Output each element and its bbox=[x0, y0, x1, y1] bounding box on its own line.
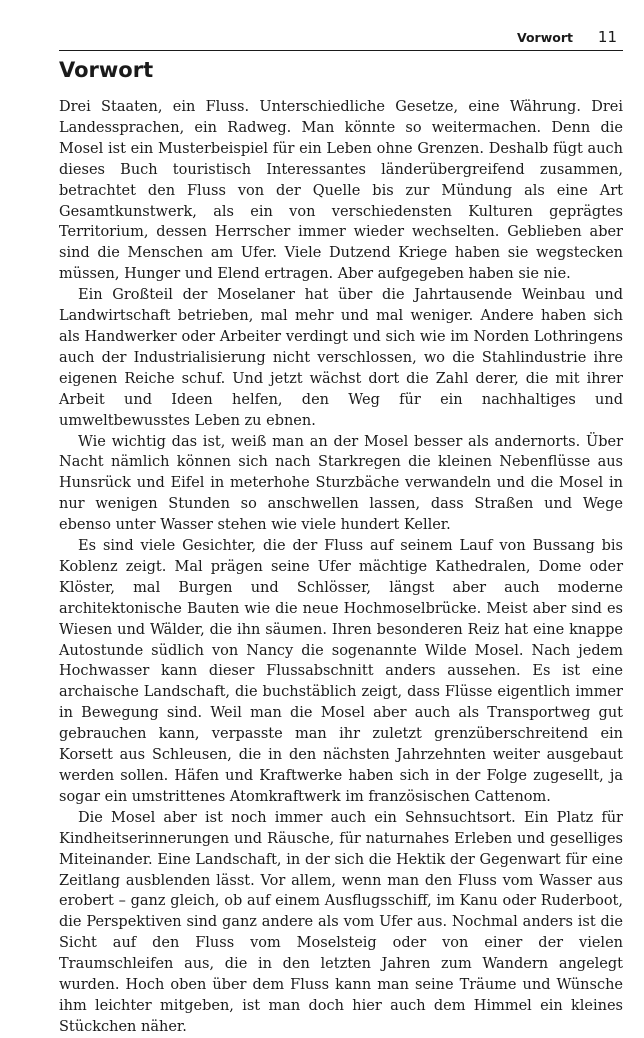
paragraph: Wie wichtig das ist, weiß man an der Mosel besser als andernorts. Über Nacht nämlich können sich nach Starkregen die kleinen Nebenflüsse aus Hunsrück und Eifel in meterhohe Sturzbäche verwandeln und die Mosel in nur wenigen Stunden so anschwellen lassen, dass Straßen und Wege ebenso unter Wasser stehen wie viele hundert Keller. bbox=[59, 433, 623, 534]
paragraph: Drei Staaten, ein Fluss. Unterschiedliche Gesetze, eine Währung. Drei Landessprachen, ein Radweg. Man könnte so weitermachen. Denn die Mosel ist ein Musterbeispiel für ein Leben ohne Grenzen. Deshalb fügt auch dieses Buch touristisch Interessantes länderübergreifend zusammen, betrachtet den Fluss von der Quelle bis zur Mündung als eine Art Gesamtkunstwerk, als ein von verschiedensten Kulturen geprägtes Territorium, dessen Herrscher immer wieder wechselten. Geblieben aber sind die Menschen am Ufer. Viele Dutzend Kriege haben sie wegstecken müssen, Hunger und Elend ertragen. Aber aufgegeben haben sie nie. bbox=[59, 99, 623, 283]
page-number: 11 bbox=[597, 28, 617, 46]
paragraph: Ein Großteil der Moselaner hat über die Jahrtausende Weinbau und Landwirtschaft betrieben, mal mehr und mal weniger. Andere haben sich als Handwerker oder Arbeiter verdingt und sich wie im Norden Lothringens auch der Industrialisierung nicht verschlossen, wo die Stahlindustrie ihre eigenen Reiche schuf. Und jetzt wächst dort die Zahl derer, die mit ihrer Arbeit und Ideen helfen, den Weg für ein nachhaltiges und umweltbewusstes Leben zu ebnen. bbox=[59, 287, 623, 429]
running-head bbox=[59, 28, 623, 51]
running-head-title: Vorwort bbox=[516, 30, 573, 45]
chapter-title: Vorwort bbox=[59, 58, 154, 82]
body-text bbox=[59, 97, 623, 1038]
paragraph: Die Mosel aber ist noch immer auch ein Sehnsuchtsort. Ein Platz für Kindheitserinnerungen und Räusche, für naturnahes Erleben und geselliges Miteinander. Eine Landschaft, in der sich die Hektik der Gegenwart für eine Zeitlang ausblenden lässt. Vor allem, wenn man den Fluss vom Wasser aus erobert – ganz gleich, ob auf einem Ausflugsschiff, im Kanu oder Ruderboot, die Perspektiven sind ganz andere als vom Ufer aus. Nochmal anders ist die Sicht auf den Fluss vom Moselsteig oder von einer der vielen Traumschleifen aus, die in den letzten Jahren zum Wandern angelegt wurden. Hoch oben über dem Fluss kann man seine Träume und Wünsche ihm leichter mitgeben, ist man doch hier auch dem Himmel ein kleines Stückchen näher. bbox=[59, 809, 623, 1035]
paragraph: Es sind viele Gesichter, die der Fluss auf seinem Lauf von Bussang bis Koblenz zeigt. Mal prägen seine Ufer mächtige Kathedralen, Dome oder Klöster, mal Burgen und Schlösser, längst aber auch moderne architektonische Bauten wie die neue Hochmoselbrücke. Meist aber sind es Wiesen und Wälder, die ihn säumen. Ihren besonderen Reiz hat eine knappe Autostunde südlich von Nancy die sogenannte Wilde Mosel. Nach jedem Hochwasser kann dieser Flussabschnitt anders aussehen. Es ist eine archaische Landschaft, die buchstäblich zeigt, dass Flüsse eigentlich immer in Bewegung sind. Weil man die Mosel aber auch als Transportweg gut gebrauchen kann, verpasste man ihr zuletzt grenzüberschreitend ein Korsett aus Schleusen, die in den nächsten Jahrzehnten weiter ausgebaut werden sollen. Häfen und Kraftwerke haben sich in der Folge zugesellt, ja sogar ein umstrittenes Atomkraftwerk im französischen Cattenom. bbox=[59, 538, 623, 805]
